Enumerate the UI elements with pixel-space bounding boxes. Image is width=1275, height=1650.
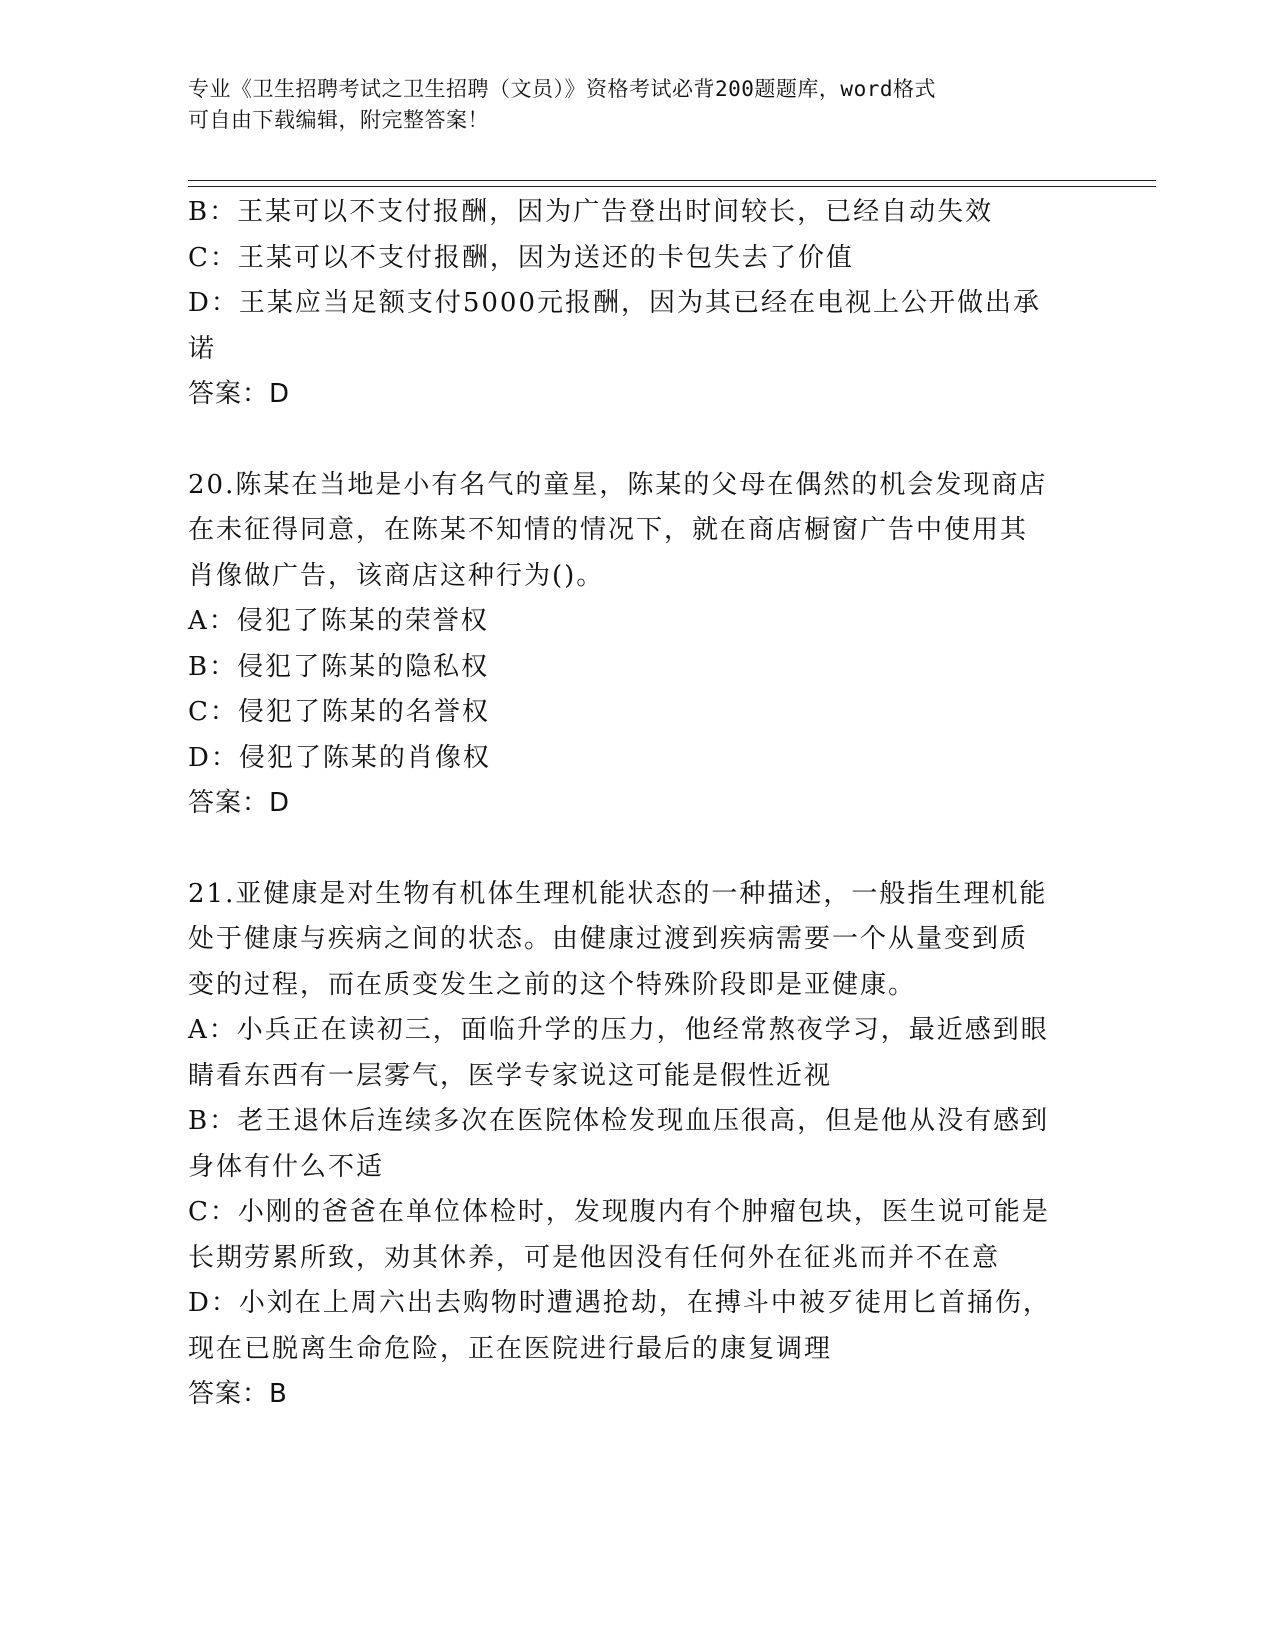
- q21-option-b-cont: 身体有什么不适: [188, 1151, 385, 1182]
- q21-option-d: D：小刘在上周六出去购物时遭遇抢劫，在搏斗中被歹徒用匕首捅伤，: [188, 1288, 1051, 1318]
- q20-option-d: D：侵犯了陈某的肖像权: [188, 742, 491, 773]
- q20-stem-1: 20.陈某在当地是小有名气的童星，陈某的父母在偶然的机会发现商店: [188, 469, 1048, 500]
- q20-stem-3: 肖像做广告，该商店这种行为()。: [188, 560, 605, 591]
- q20-stem-2: 在未征得同意，在陈某不知情的情况下，就在商店橱窗广告中使用其: [188, 515, 1029, 545]
- spacer: [188, 827, 1088, 872]
- q21-answer: 答案：B: [188, 1379, 288, 1409]
- q20-option-c: C：侵犯了陈某的名誉权: [188, 697, 490, 727]
- q21-option-a-cont: 睛看东西有一层雾气，医学专家说这可能是假性近视: [188, 1060, 833, 1091]
- q21-stem-3: 变的过程，而在质变发生之前的这个特殊阶段即是亚健康。: [188, 969, 917, 1000]
- header-line-2: 可自由下载编辑，附完整答案！: [188, 108, 489, 132]
- q21-option-c-cont: 长期劳累所致，劝其休养，可是他因没有任何外在征兆而并不在意: [188, 1242, 1001, 1273]
- q19-option-c: C：王某可以不支付报酬，因为送还的卡包失去了价值: [188, 242, 854, 273]
- q20-option-b: B：侵犯了陈某的隐私权: [188, 651, 490, 682]
- question-content: [188, 190, 1088, 1418]
- page-header: [188, 74, 1088, 136]
- question-21: [188, 872, 1088, 1418]
- header-divider-bottom: [188, 186, 1156, 187]
- q19-option-d: D：王某应当足额支付5000元报酬，因为其已经在电视上公开做出承: [188, 288, 1042, 318]
- q20-option-a: A：侵犯了陈某的荣誉权: [188, 606, 489, 636]
- q20-answer: 答案：D: [188, 788, 291, 818]
- q21-stem-1: 21.亚健康是对生物有机体生理机能状态的一种描述，一般指生理机能: [188, 878, 1048, 909]
- q21-option-b: B：老王退休后连续多次在医院体检发现血压很高，但是他从没有感到: [188, 1106, 1050, 1136]
- spacer: [188, 418, 1088, 463]
- q21-option-d-cont: 现在已脱离生命危险，正在医院进行最后的康复调理: [188, 1333, 833, 1364]
- q21-option-c: C：小刚的爸爸在单位体检时，发现腹内有个肿瘤包块，医生说可能是: [188, 1197, 1050, 1227]
- header-divider-top: [188, 180, 1156, 181]
- header-line-1: 专业《卫生招聘考试之卫生招聘（文员）》资格考试必背200题题库，word格式: [188, 77, 936, 101]
- q21-stem-2: 处于健康与疾病之间的状态。由健康过渡到疾病需要一个从量变到质: [188, 924, 1029, 954]
- q19-option-d-cont: 诺: [188, 333, 217, 364]
- q19-option-b: B：王某可以不支付报酬，因为广告登出时间较长，已经自动失效: [188, 197, 994, 227]
- q21-option-a: A：小兵正在读初三，面临升学的压力，他经常熬夜学习，最近感到眼: [188, 1015, 1049, 1045]
- question-19: [188, 190, 1088, 418]
- question-20: [188, 463, 1088, 827]
- q19-answer: 答案：D: [188, 379, 291, 409]
